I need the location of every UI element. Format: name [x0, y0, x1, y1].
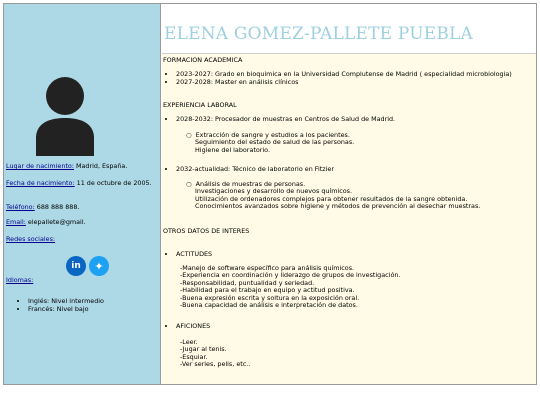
linkedin-icon[interactable]: in	[66, 256, 86, 276]
sidebar	[4, 4, 161, 384]
attitude-line: -Buena expresión escrita y soltura en la exposición oral.	[180, 293, 360, 302]
task-line: ○ Análisis de muestras de personas.	[186, 180, 306, 188]
attitude-line: -Habilidad para el trabajo en equipo y actitud positiva.	[180, 286, 355, 295]
other-heading: OTROS DATOS DE INTERES	[163, 227, 250, 235]
list-item: • 2028-2032: Procesador de muestras en Centros de Salud de Madrid.	[176, 115, 540, 123]
languages-list	[14, 297, 104, 313]
birthplace-label[interactable]: Lugar de nacimiento:	[6, 162, 74, 170]
attitudes-block	[180, 265, 400, 309]
languages-label[interactable]: Idiomas:	[6, 276, 34, 284]
language-item: • Francés: Nivel bajo	[28, 305, 104, 313]
phone-label[interactable]: Teléfono:	[6, 203, 35, 211]
email-label[interactable]: Email:	[6, 218, 26, 226]
attitude-line: -Buena capacidad de análisis e interpretación de datos.	[180, 301, 358, 310]
job2-tasks	[186, 181, 480, 211]
language-item: • Inglés: Nivel intermedio	[28, 297, 104, 305]
hobby-line: -Jugar al tenis.	[180, 345, 227, 354]
experience-heading: EXPERIENCIA LABORAL	[163, 101, 237, 109]
attitude-line: -Responsabilidad, puntualidad y seriedad.	[180, 278, 315, 287]
task-line: Investigaciones y desarrollo de nuevos químicos.	[195, 187, 352, 196]
social-icons	[66, 256, 109, 276]
academic-heading: FORMACION ACADEMICA	[163, 56, 243, 64]
hobby-line: -Ver series, pelis, etc..	[180, 360, 251, 369]
birthdate-row	[6, 179, 161, 187]
attitude-line: -Experiencia en coordinación y liderazgo de grupos de investigación.	[180, 271, 401, 280]
birthplace-row	[6, 162, 161, 170]
job1-tasks	[186, 132, 354, 154]
email-value: elepallete@gmail.	[25, 218, 86, 226]
avatar	[34, 74, 96, 156]
social-row	[6, 235, 161, 243]
task-line: Utilización de ordenadores complejos para obtener resultados de la sangre obtenida.	[195, 194, 468, 203]
phone-row	[6, 203, 161, 211]
email-row	[6, 218, 161, 226]
page-title: ELENA GOMEZ-PALLETE PUEBLA	[164, 24, 473, 44]
list-item: • 2027-2028: Master en análisis clínicos	[176, 78, 540, 86]
list-item: • 2023-2027: Grado en bioquimica en la Universidad Complutense de Madrid ( especialidad microbiologia)	[176, 70, 540, 78]
phone-value: 688 888 888.	[34, 203, 80, 211]
attitudes-list	[162, 250, 540, 258]
birthplace-value: Madrid, España.	[73, 162, 128, 170]
task-line: Conocimientos avanzados sobre higiene y métodos de prevención al desechar muestras.	[195, 202, 481, 211]
academic-list	[162, 70, 540, 86]
list-item: • AFICIONES	[176, 322, 540, 330]
job2-list	[162, 165, 540, 173]
attitude-line: -Manejo de software específico para análisis químicos.	[180, 264, 355, 272]
languages-row	[6, 276, 161, 284]
header	[162, 4, 536, 54]
birthdate-label[interactable]: Fecha de nacimiento:	[6, 179, 75, 187]
hobby-line: -Esquiar.	[180, 352, 208, 361]
task-line: Seguimiento del estado de salud de las personas.	[195, 138, 355, 147]
main-content	[162, 4, 536, 384]
list-item: • ACTITUDES	[176, 250, 540, 258]
hobbies-list	[162, 322, 540, 330]
twitter-icon[interactable]: ✦	[89, 256, 109, 276]
list-item: • 2032-actualidad: Técnico de laboratorio en Fitzier	[176, 165, 540, 173]
hobbies-block	[180, 339, 250, 369]
task-line: Higiene del laboratorio.	[195, 145, 271, 154]
hobby-line: -Leer.	[180, 338, 198, 346]
task-line: ○ Extracción de sangre y estudios a los pacientes.	[186, 131, 350, 139]
job1-list	[162, 115, 540, 123]
birthdate-value: 11 de octubre de 2005.	[74, 179, 152, 187]
social-label[interactable]: Redes sociales:	[6, 235, 56, 243]
